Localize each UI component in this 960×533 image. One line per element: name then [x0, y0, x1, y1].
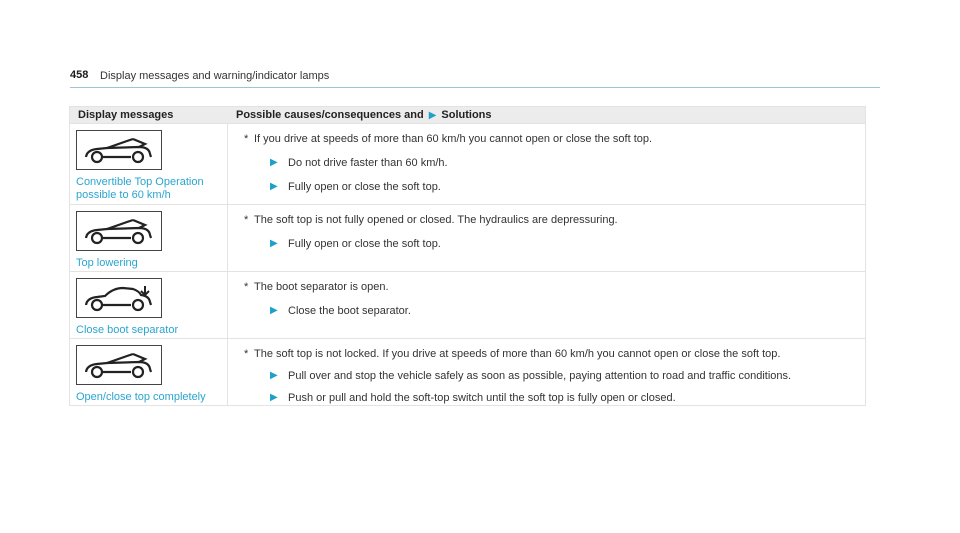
- cause-text: The soft top is not fully opened or closed. The hydraulics are depressuring.: [254, 214, 618, 226]
- solution-item: ▶ Fully open or close the soft top.: [270, 238, 441, 250]
- cause-cell: * The boot separator is open. ▶ Close the boot separator.: [228, 272, 865, 338]
- cause-text: The boot separator is open.: [254, 281, 389, 293]
- solution-arrow-icon: ▶: [270, 181, 278, 192]
- solution-item: ▶ Pull over and stop the vehicle safely as soon as possible, paying attention to road and traffic conditions.: [270, 370, 792, 382]
- message-cell: [70, 272, 228, 338]
- message-text: Top lowering: [76, 257, 138, 269]
- cause-cell: * The soft top is not locked. If you drive at speeds of more than 60 km/h you cannot open or close the soft top. ▶ Pull over and stop the vehicle safely as soon as possible, paying attention to road and traffic conditions. ▶ Push or pull and hold the soft-top switch until the soft top is fully open or closed.: [228, 339, 865, 405]
- display-messages-table: [69, 106, 866, 406]
- message-cell: [70, 205, 228, 271]
- cause-cell: * If you drive at speeds of more than 60 km/h you cannot open or close the soft top. ▶ Do not drive faster than 60 km/h. ▶ Fully open or close the soft top.: [228, 124, 865, 204]
- message-cell: [70, 124, 228, 204]
- solution-item: ▶ Close the boot separator.: [270, 305, 411, 317]
- solution-arrow-icon: ▶: [428, 109, 437, 121]
- page-header: [70, 68, 880, 88]
- col-header-causes-text: Possible causes/consequences and: [236, 109, 424, 121]
- convertible-top-open-icon: [76, 345, 162, 385]
- cause-text: If you drive at speeds of more than 60 km/h you cannot open or close the soft top.: [254, 133, 653, 145]
- solution-item: ▶ Push or pull and hold the soft-top switch until the soft top is fully open or closed.: [270, 392, 676, 404]
- solution-item: ▶ Do not drive faster than 60 km/h.: [270, 157, 448, 169]
- message-text: Convertible Top Operation possible to 60 km/h: [76, 176, 204, 201]
- col-header-display-messages: Display messages: [78, 109, 174, 121]
- table-header: [70, 107, 865, 123]
- message-cell: [70, 339, 228, 405]
- section-title: Display messages and warning/indicator lamps: [100, 70, 330, 82]
- convertible-top-open-icon: [76, 130, 162, 170]
- page-number: 458: [70, 69, 89, 81]
- convertible-top-open-icon: [76, 211, 162, 251]
- solution-arrow-icon: ▶: [270, 238, 278, 249]
- table-row: [70, 204, 865, 271]
- solution-item: ▶ Fully open or close the soft top.: [270, 181, 441, 193]
- solution-arrow-icon: ▶: [270, 305, 278, 316]
- cause-cell: * The soft top is not fully opened or closed. The hydraulics are depressuring. ▶ Fully open or close the soft top.: [228, 205, 865, 271]
- message-text: Close boot separator: [76, 324, 179, 336]
- boot-separator-icon: [76, 278, 162, 318]
- table-row: [70, 123, 865, 204]
- solution-arrow-icon: ▶: [270, 370, 278, 381]
- col-header-causes: [228, 109, 865, 121]
- solution-arrow-icon: ▶: [270, 157, 278, 168]
- table-row: [70, 338, 865, 405]
- solution-arrow-icon: ▶: [270, 392, 278, 403]
- cause-text: The soft top is not locked. If you drive at speeds of more than 60 km/h you cannot open or close the soft top.: [254, 348, 781, 360]
- table-row: [70, 271, 865, 338]
- col-header-solutions-text: Solutions: [441, 109, 492, 121]
- message-text: Open/close top completely: [76, 391, 206, 403]
